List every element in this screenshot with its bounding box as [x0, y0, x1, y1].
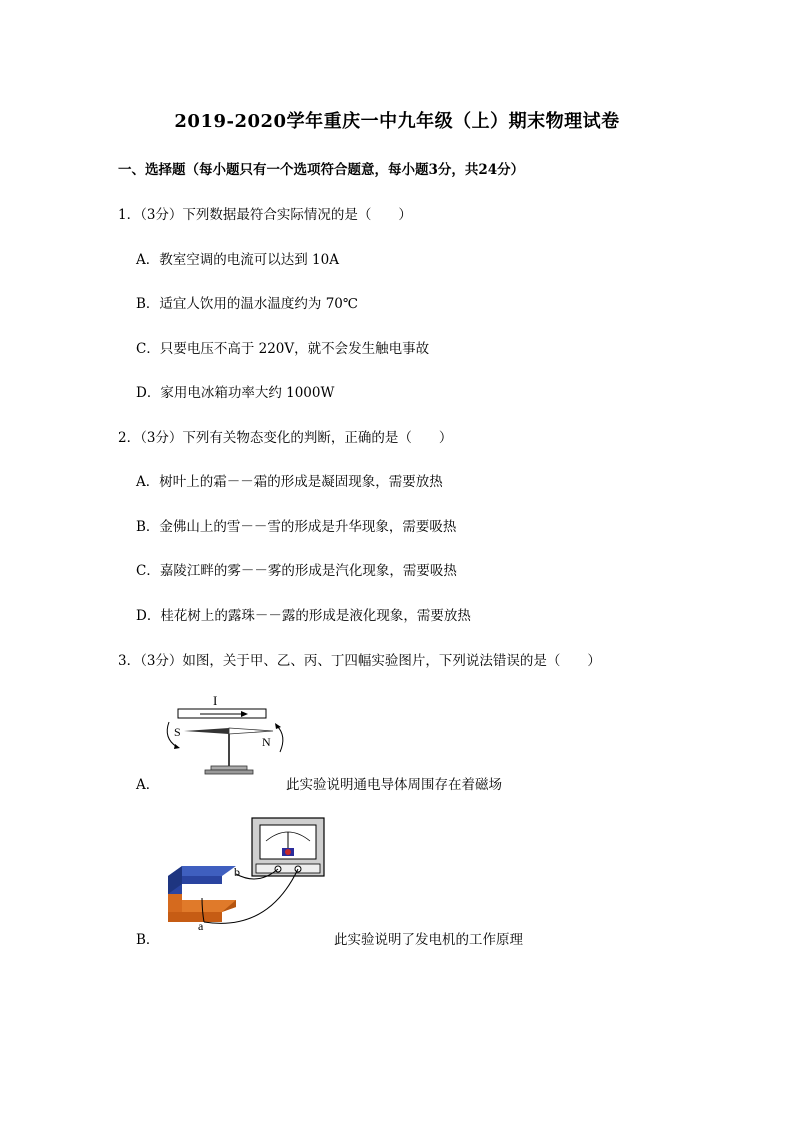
section-heading: 一、选择题（每小题只有一个选项符合题意，每小题3分，共24分）: [118, 162, 525, 178]
current-label: I: [213, 693, 218, 708]
question-2-stem: 2．（3分）下列有关物态变化的判断，正确的是（ ）: [118, 430, 453, 446]
question-3-option-b-text: 此实验说明了发电机的工作原理: [334, 932, 523, 948]
question-1-option-d: D．家用电冰箱功率大约 1000W: [136, 385, 335, 401]
question-2-option-b: B．金佛山上的雪－－雪的形成是升华现象，需要吸热: [136, 519, 457, 535]
question-2-option-d: D．桂花树上的露珠－－露的形成是液化现象，需要放热: [136, 608, 471, 624]
north-pole-label: N: [262, 735, 271, 749]
question-1-option-c: C．只要电压不高于 220V，就不会发生触电事故: [136, 341, 430, 357]
south-pole-label: S: [174, 725, 181, 739]
page-title: 2019-2020学年重庆一中九年级（上）期末物理试卷: [174, 111, 620, 132]
question-3-stem: 3．（3分）如图，关于甲、乙、丙、丁四幅实验图片，下列说法错误的是（ ）: [118, 653, 601, 669]
terminal-b-label: b: [234, 865, 240, 879]
question-1-option-b: B．适宜人饮用的温水温度约为 70℃: [136, 296, 358, 312]
terminal-a-label: a: [198, 919, 204, 933]
question-2-option-c: C．嘉陵江畔的雾－－雾的形成是汽化现象，需要吸热: [136, 563, 457, 579]
question-3-option-b-letter: B．: [136, 932, 160, 948]
generator-experiment-figure: [158, 814, 328, 934]
question-1-option-a: A．教室空调的电流可以达到 10A: [136, 252, 339, 268]
question-2-option-a: A．树叶上的霜－－霜的形成是凝固现象，需要放热: [136, 474, 443, 490]
question-3-option-a-text: 此实验说明通电导体周围存在着磁场: [286, 777, 502, 793]
oersted-experiment-figure: [155, 690, 295, 780]
question-3-option-a-letter: A．: [136, 777, 160, 793]
question-1-stem: 1．（3分）下列数据最符合实际情况的是（ ）: [118, 207, 412, 223]
